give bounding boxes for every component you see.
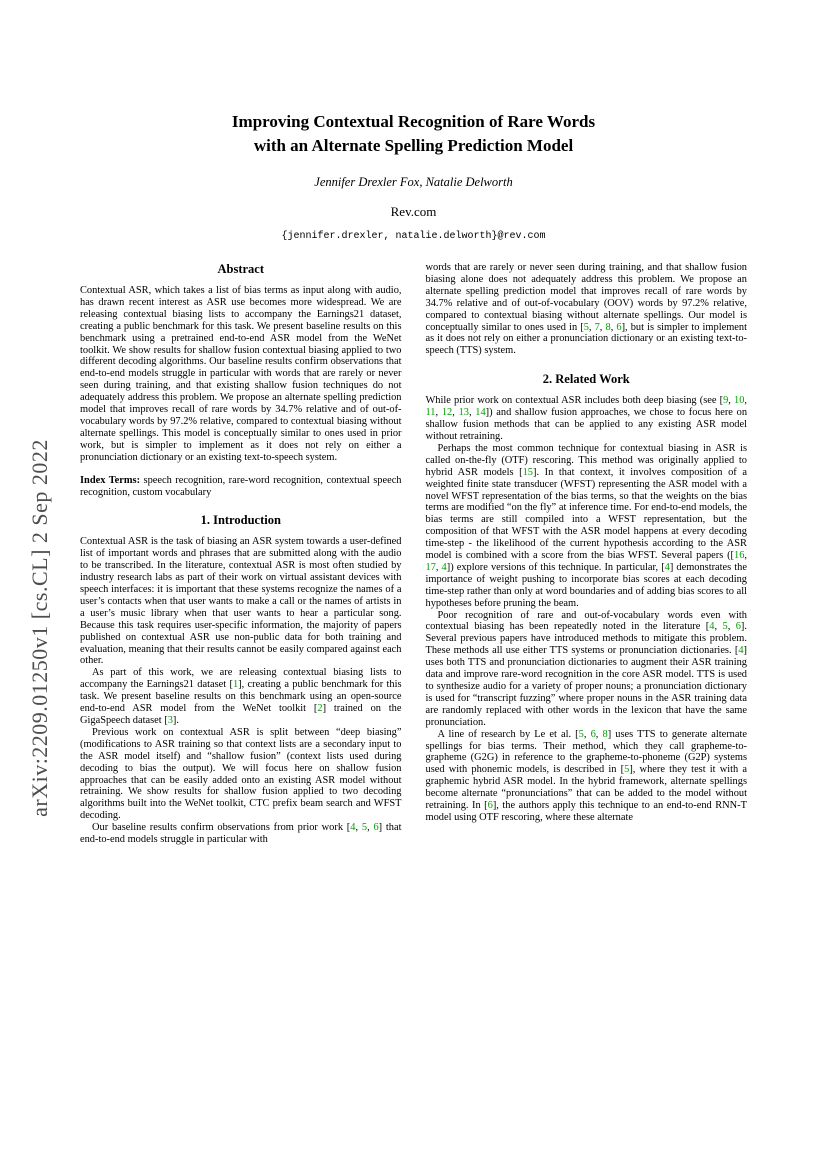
citation-link[interactable]: 16 — [734, 550, 745, 562]
arxiv-watermark: arXiv:2209.01250v1 [cs.CL] 2 Sep 2022 — [27, 439, 52, 817]
abstract-text: Contextual ASR, which takes a list of bias terms as input along with audio, has drawn recent interest as ASR use becomes more widespread. We are releasing contextual biasing lists to accompany the Earnings21 dataset, creating a public benchmark for this task. We present baseline results on this benchmark using a pretrained end-to-end ASR model from the WeNet toolkit. We show results for shallow fusion contextual biasing applied to two different decoding algorithms. Our baseline results confirm observations that end-to-end models struggle in particular with words that are rarely or never seen during training, and that existing shallow fusion techniques do not adequately address this problem. We propose an alternate spelling prediction model that improves recall of rare words by 34.7% relative and of out-of-vocabulary words by 97.2% relative, compared to contextual biasing without alternate spellings. This model is conceptually similar to ones used in prior work, but is simpler to implement as it does not rely on either a pronunciation dictionary or an existing text-to-speech system. — [80, 285, 402, 463]
citation-link[interactable]: 12 — [441, 407, 453, 419]
abstract-heading: Abstract — [217, 262, 264, 276]
citation-link[interactable]: 5 — [583, 321, 589, 333]
paper-title — [0, 110, 827, 158]
paper-title-line2: with an Alternate Spelling Prediction Model — [253, 136, 574, 155]
citation-link[interactable]: 8 — [605, 321, 611, 333]
index-terms — [80, 475, 402, 499]
paper-header — [0, 0, 827, 242]
citation-link[interactable]: 6 — [616, 321, 622, 333]
citation-link[interactable]: 3 — [167, 715, 173, 726]
citation-link[interactable]: 5 — [624, 764, 630, 776]
citation-link[interactable]: 4 — [441, 561, 447, 573]
citation-link[interactable]: 5 — [578, 728, 584, 740]
citation-link[interactable]: 4 — [709, 621, 715, 633]
citation-link[interactable]: 6 — [373, 822, 379, 834]
author-emails: {jennifer.drexler, natalie.delworth}@rev.com — [281, 231, 546, 242]
related-work-paragraph-2: Perhaps the most common technique for contextual biasing in ASR is called on-the-fly (OTF) rescoring. This method was originally applied to hybrid ASR models [15]. In that context, it involves composition of a weighted finite state transducer (WFST) representing the ASR model with a novel WFST representation of the bias terms, so that the weights on the bias terms are modified “on the fly” at inference time. For end-to-end models, the bias terms are still compiled into a WFST representation, but the composition of that WFST with the ASR model happens at every decoding time-step - the likelihood of the current hypothesis according to the ASR model is combined with a score from the bias WFST. Several papers ([16, 17, 4]) explore versions of this technique. In particular, [4] demonstrates the importance of weight pushing to incorporate bias scores at each decoding time-step rather than only at word boundaries and of adding bias scores to all hypotheses before pruning the beam. — [425, 442, 747, 609]
citation-link[interactable]: 14 — [475, 407, 486, 419]
authors: Jennifer Drexler Fox, Natalie Delworth — [314, 175, 513, 189]
citation-link[interactable]: 5 — [361, 822, 368, 834]
citation-link[interactable]: 4 — [738, 645, 744, 657]
section-2-heading: 2. Related Work — [542, 372, 630, 387]
citation-link[interactable]: 7 — [594, 321, 600, 333]
citation-link[interactable]: 11 — [425, 407, 436, 419]
citation-link[interactable]: 6 — [590, 728, 596, 740]
citation-link[interactable]: 13 — [458, 407, 469, 419]
related-work-paragraph-1: While prior work on contextual ASR includes both deep biasing (see [9, 10, 11, 12, 13, 14]) and shallow fusion approaches, we chose to focus here on shallow fusion methods that can be applied to any existing ASR model without retraining. — [425, 395, 748, 442]
citation-link[interactable]: 10 — [734, 395, 745, 407]
citation-link[interactable]: 1 — [232, 679, 239, 691]
related-work-paragraph-4: A line of research by Le et al. [5, 6, 8] uses TTS to generate alternate spellings for bias terms. Their method, which they call grapheme-to-grapheme (G2G) in reference to the grapheme-to-phoneme (G2P) systems used with phonemic models, is described in [5], where they test it with a graphemic hybrid ASR model. In the hybrid framework, alternate spellings become alternate “pronunciations” that can be added to the model without retraining. In [6], the authors apply this technique to an end-to-end RNN-T model using OTF rescoring, where these alternate — [425, 728, 747, 823]
two-column-body — [0, 262, 827, 846]
intro-paragraph-4-continued: words that are rarely or never seen during training, and that shallow fusion biasing alone does not adequately address this problem. We propose an alternate spelling prediction model that improves recall of rare words by 34.7% relative and of out-of-vocabulary (OOV) words by 97.2% relative, compared to contextual biasing without alternate spellings. Our model is conceptually similar to ones used in [5, 7, 8, 6], but is simpler to implement as it does not rely on either a pronunciation dictionary or an existing text-to-speech (TTS) system. — [425, 262, 747, 357]
citation-link[interactable]: 17 — [425, 561, 436, 573]
intro-paragraph-1: Contextual ASR is the task of biasing an ASR system towards a user-defined list of important words and phrases that are submitted along with the audio to be transcribed. In the literature, contextual ASR is most often studied by industry research labs as part of their work on virtual assistant devices with speech interfaces: it is important that these systems recognize the names of a user’s contacts when that user wants to make a call or the names of artists in a user’s music library when that user wants to hear a particular song. Because this task requires user-specific information, the majority of papers published on contextual ASR use non-public data for both training and evaluation, meaning that their results cannot be easily compared against each other. — [80, 536, 402, 667]
citation-link[interactable]: 6 — [735, 621, 741, 633]
right-column — [426, 262, 748, 846]
citation-link[interactable]: 9 — [723, 395, 729, 407]
section-1-heading: 1. Introduction — [200, 513, 281, 528]
intro-paragraph-2: As part of this work, we are releasing contextual biasing lists to accompany the Earnings21 dataset [1], creating a public benchmark for this task. We present baseline results on this benchmark using an open-source end-to-end ASR model from the WeNet toolkit [2] trained on the GigaSpeech dataset [3]. — [80, 667, 402, 726]
citation-link[interactable]: 2 — [317, 703, 323, 715]
affiliation: Rev.com — [390, 204, 437, 219]
citation-link[interactable]: 5 — [722, 621, 728, 633]
citation-link[interactable]: 4 — [664, 561, 670, 573]
index-terms-list: speech recognition, rare-word recognition, contextual speech recognition, custom vocabulary — [80, 474, 402, 498]
citation-link[interactable]: 6 — [487, 800, 493, 812]
intro-paragraph-3: Previous work on contextual ASR is split between “deep biasing” (modifications to ASR training so that context lists are a secondary input to the ASR model itself) and “shallow fusion” (context lists used during decoding to bias the output). We will focus here on shallow fusion approaches that can be easily added onto an existing ASR model without retraining. We show results for shallow fusion applied to two decoding algorithms built into the WeNet toolkit, CTC prefix beam search and WFST decoding. — [80, 726, 402, 822]
index-terms-label: Index Terms: — [80, 474, 141, 486]
intro-paragraph-4: Our baseline results confirm observations from prior work [4, 5, 6] that end-to-end models struggle in particular with — [80, 822, 402, 846]
citation-link[interactable]: 8 — [602, 728, 608, 740]
paper-title-line1: Improving Contextual Recognition of Rare Words — [231, 112, 596, 131]
related-work-paragraph-3: Poor recognition of rare and out-of-vocabulary words even with contextual biasing has been repeatedly noted in the literature [4, 5, 6]. Several previous papers have introduced methods to mitigate this problem. These methods all use either TTS systems or pronunciation dictionaries. [4] uses both TTS and pronunciation dictionaries to augment their ASR training data and improve rare-word recognition in the core ASR model. TTS is used to synthesize audio for a variety of proper nouns; a pronunciation dictionary is used for “transcript fuzzing” where proper nouns in the ASR training data are randomly replaced with other words in the lexicon that have the same pronunciation. — [425, 609, 747, 728]
citation-link[interactable]: 4 — [350, 822, 356, 834]
left-column — [80, 262, 402, 846]
citation-link[interactable]: 15 — [522, 466, 533, 478]
